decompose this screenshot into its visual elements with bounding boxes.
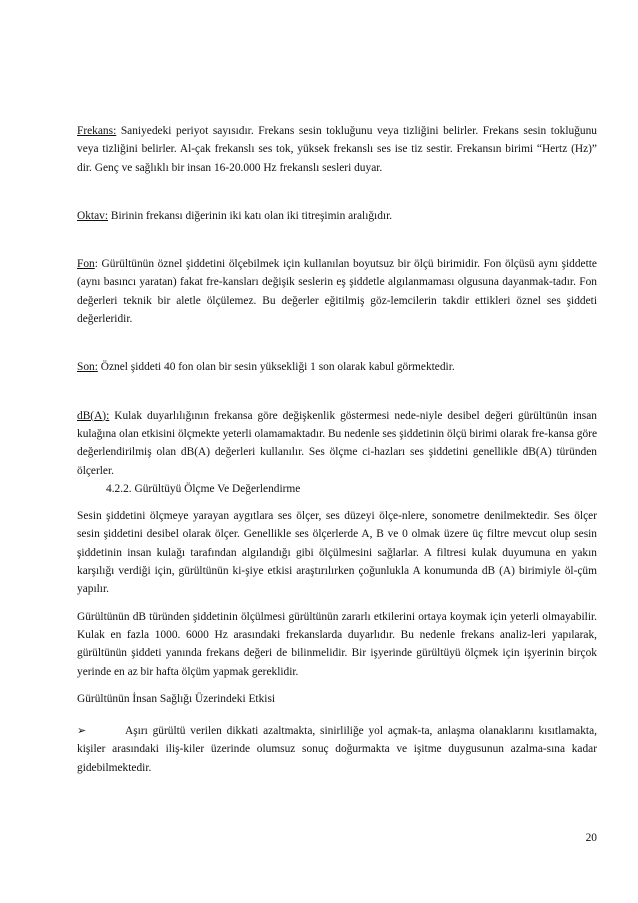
page-number: 20 xyxy=(585,832,597,844)
paragraph-olcme-1: Sesin şiddetini ölçmeye yarayan aygıtlara ses ölçer, ses düzeyi ölçe-nlere, sonometre denilmektedir. Ses ölçer sesin şiddetini desibel olarak ölçer. Genellikle ses ölçerlerde A, B ve 0 olmak üzere üç filtre mevcut olup sesin şiddetinin insan kulağı tarafından algılandığı gibi ölçülmesini sağlarlar. A filtresi kulak duyumuna en yakın karşılığı verdiği için, gürültünün ki-şiye etkisi araştırılırken çoğunlukla A konumunda dB (A) birimiyle öl-çüm yapılır. xyxy=(77,510,597,596)
definition-frekans: Saniyedeki periyot sayısıdır. Frekans sesin tokluğunu veya tizliğini belirler. Frekans sesin tokluğunu veya tizliğini belirler. Al-çak frekanslı ses tok, yüksek frekanslı ses ise tiz sestir. Frekansın birimi “Hertz (Hz)” dir. Genç ve sağlıklı bir insan 16-20.000 Hz frekanslı sesleri duyar. xyxy=(77,125,597,174)
term-oktav: Oktav: xyxy=(77,209,109,222)
section-heading-etki: Gürültünün İnsan Sağlığı Üzerindeki Etkisi xyxy=(77,692,276,705)
definition-oktav: Birinin frekansı diğerinin iki katı olan iki titreşimin aralığıdır. xyxy=(108,209,393,222)
term-son: Son: xyxy=(77,361,98,374)
definition-son: Öznel şiddeti 40 fon olan bir sesin yüksekliği 1 son olarak kabul görmektedir. xyxy=(97,361,455,374)
paragraph-oktav xyxy=(77,207,597,225)
paragraph-dba xyxy=(77,407,597,480)
document-page xyxy=(77,122,597,777)
definition-fon: : Gürültünün öznel şiddetini ölçebilmek için kullanılan boyutsuz bir ölçü birimidir. Fon ölçüsü aynı şiddette (aynı basıncı yaratan) fakat fre-kansları değişik seslerin eş şiddetle algılanmaması olgusuna dayanmak-tadır. Fon değerleri teknik bir aletle ölçülemez. Bu değerler eğitilmiş göz-lemcilerin takdir ettikleri öznel ses şiddeti değerleridir. xyxy=(77,258,597,326)
term-fon: Fon xyxy=(77,258,95,271)
paragraph-fon xyxy=(77,255,597,328)
bullet-text: Aşırı gürültü verilen dikkati azaltmakta, sinirliliğe yol açmak-ta, anlaşma olanaklarını kısıtlamakta, kişiler arasındaki iliş-kiler üzerinde olumsuz sonuç doğurmakta ve işitme duygusunun azalma-sına kadar gidebilmektedir. xyxy=(77,725,597,774)
paragraph-frekans xyxy=(77,122,597,177)
section-heading-olcme: 4.2.2. Gürültüyü Ölçme Ve Değerlendirme xyxy=(106,482,301,495)
paragraph-olcme-2: Gürültünün dB türünden şiddetinin ölçülmesi gürültünün zararlı etkilerini ortaya koymak için yeterli olmayabilir. Kulak en fazla 1000. 6000 Hz arasındaki frekanslarda duyarlıdır. Bu nedenle frekans analiz-leri yapılarak, gürültünün şiddeti yanında frekans değeri de bilinmelidir. Bir işyerinde gürültüyü ölçmek için işyerinin birçok yerinde en az bir hafta ölçüm yapmak gereklidir. xyxy=(77,610,597,678)
definition-dba: Kulak duyarlılığının frekansa göre değişkenlik göstermesi nede-niyle desibel değeri gürültünün insan kulağına olan etkisini ölçmekte yeterli olamamaktadır. Bu nedenle ses şiddetinin ölçü birimi olarak fre-kansa göre değerlendirilmiş olan dB(A) değerleri kullanılır. Ses ölçme ci-hazları ses şiddetini genellikle dB(A) türünden ölçerler. xyxy=(77,409,597,477)
bullet-item xyxy=(77,722,597,777)
term-dba: dB(A): xyxy=(77,409,110,422)
term-frekans: Frekans: xyxy=(77,125,117,137)
paragraph-son xyxy=(77,358,597,376)
arrow-bullet-icon: ➢ xyxy=(77,724,87,738)
